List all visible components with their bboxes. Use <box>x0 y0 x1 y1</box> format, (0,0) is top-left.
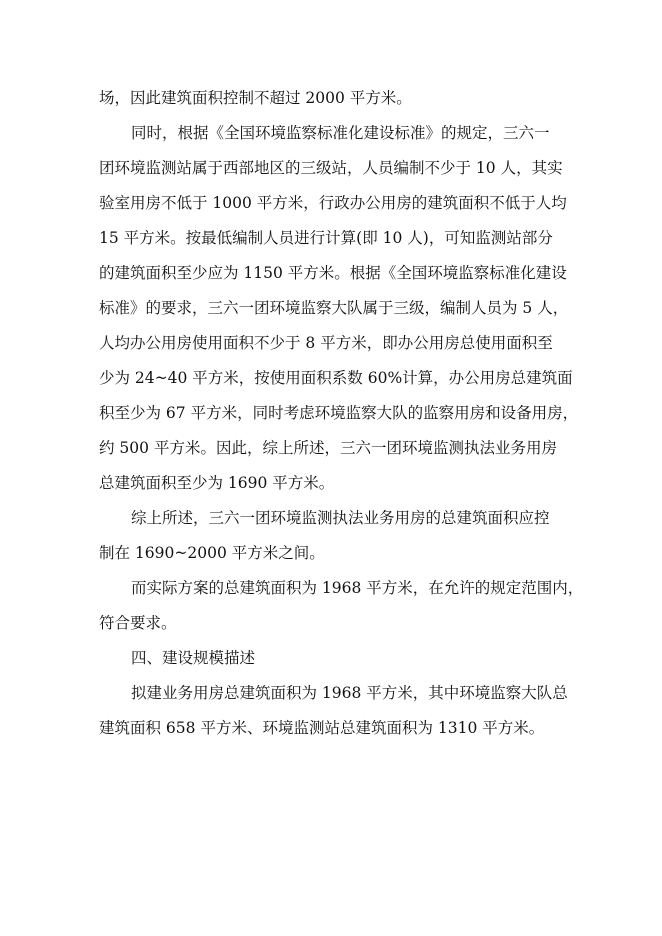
text-line: 积至少为 67 平方米，同时考虑环境监察大队的监察用房和设备用房， <box>99 404 579 422</box>
text-line: 验室用房不低于 1000 平方米，行政办公用房的建筑面积不低于人均 <box>99 194 567 212</box>
text-line: 标准》的要求，三六一团环境监察大队属于三级，编制人员为 5 人， <box>99 299 569 317</box>
text-line: 总建筑面积至少为 1690 平方米。 <box>99 474 335 492</box>
paragraph-start: 同时，根据《全国环境监察标准化建设标准》的规定，三六一 <box>131 124 550 142</box>
text-line: 的建筑面积至少应为 1150 平方米。根据《全国环境监察标准化建设 <box>99 264 567 282</box>
text-line: 15 平方米。按最低编制人员进行计算(即 10 人)，可知监测站部分 <box>99 229 553 247</box>
text-line: 建筑面积 658 平方米、环境监测站总建筑面积为 1310 平方米。 <box>99 719 545 737</box>
paragraph-start: 而实际方案的总建筑面积为 1968 平方米，在允许的规定范围内， <box>131 579 584 597</box>
text-line: 符合要求。 <box>99 614 177 632</box>
text-line: 少为 24~40 平方米，按使用面积系数 60%计算，办公用房总建筑面 <box>99 369 573 387</box>
text-line: 团环境监测站属于西部地区的三级站，人员编制不少于 10 人，其实 <box>99 159 563 177</box>
text-line: 场，因此建筑面积控制不超过 2000 平方米。 <box>99 89 412 107</box>
paragraph-start: 拟建业务用房总建筑面积为 1968 平方米，其中环境监察大队总 <box>131 684 568 702</box>
text-line: 制在 1690~2000 平方米之间。 <box>99 544 325 562</box>
paragraph-start: 综上所述，三六一团环境监测执法业务用房的总建筑面积应控 <box>131 509 550 527</box>
text-line: 人均办公用房使用面积不少于 8 平方米，即办公用房总使用面积至 <box>99 334 553 352</box>
text-line: 约 500 平方米。因此，综上所述，三六一团环境监测执法业务用房 <box>99 439 557 457</box>
section-heading: 四、建设规模描述 <box>131 649 256 667</box>
